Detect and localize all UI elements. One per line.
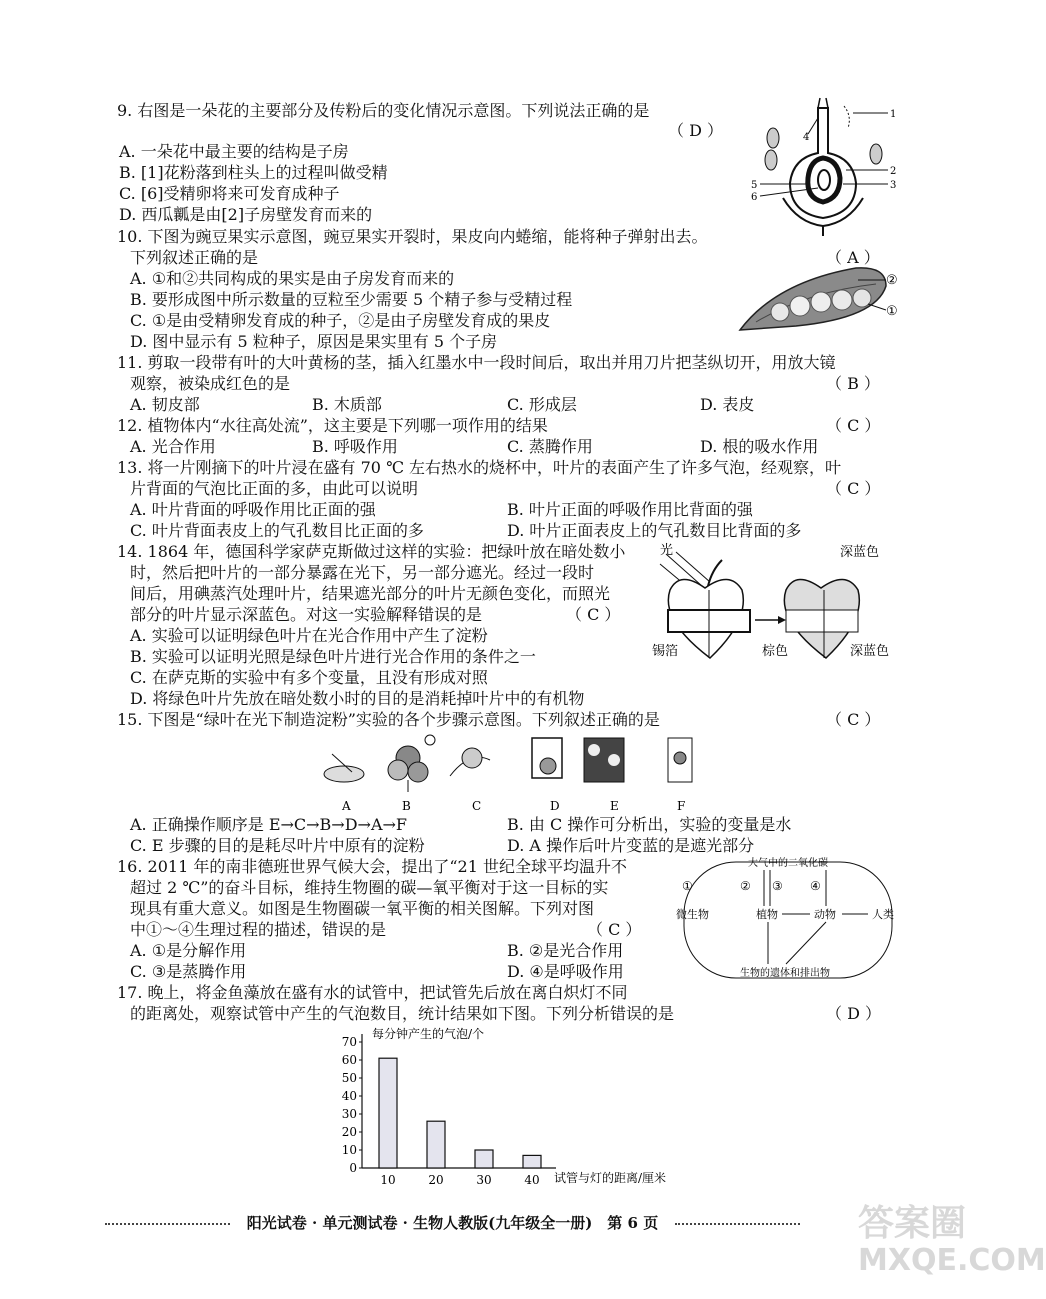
q16-option-b: B. ②是光合作用 [507,941,624,960]
process-2-label: ② [740,879,751,893]
pea-pod-diagram [736,262,900,334]
node-plants: 植物 [756,908,778,921]
q13-option-b: B. 叶片正面的呼吸作用比背面的强 [507,500,753,519]
chart-x-tick-label: 10 [380,1173,396,1187]
step-label-d: D [550,799,560,813]
pod-label-2: ② [886,273,898,288]
page-footer [105,1212,895,1233]
step-label-c: C [472,799,482,813]
chart-y-tick-label: 10 [341,1143,357,1157]
q16-option-d: D. ④是呼吸作用 [507,962,624,981]
chart-y-tick-label: 30 [341,1107,357,1121]
q15-option-c: C. E 步骤的目的是耗尽叶片中原有的淀粉 [130,836,425,855]
q15-option-d: D. A 操作后叶片变蓝的是遮光部分 [507,836,755,855]
q14-option-c: C. 在萨克斯的实验中有多个变量，且没有形成对照 [130,668,488,687]
q9-option-a: A. 一朵花中最主要的结构是子房 [119,142,349,161]
label-brown: 棕色 [762,644,789,659]
q15-option-b: B. 由 C 操作可分析出，实验的变量是水 [507,815,792,834]
carbon-oxygen-cycle-diagram [676,852,900,986]
q14-option-d: D. 将绿色叶片先放在暗处数小时的目的是消耗掉叶片中的有机物 [130,689,585,708]
node-humans: 人类 [872,908,894,921]
label-dark-blue-top: 深蓝色 [840,545,880,560]
chart-bar-30 [475,1150,493,1168]
q14-stem-line-1: 14. 1864 年，德国科学家萨克斯做过这样的实验：把绿叶放在暗处数小 [117,542,626,561]
node-animals: 动物 [814,908,836,921]
q9-option-c: C. [6]受精卵将来可发育成种子 [119,184,340,203]
q14-stem-line-4: 部分的叶片显示深蓝色。对这一实验解释错误的是 [130,605,483,624]
flower-label-3: 3 [890,180,897,191]
q11-option-b: B. 木质部 [312,395,382,414]
q10-stem: 10. 下图为豌豆果实示意图，豌豆果实开裂时，果皮向内蜷缩，能将种子弹射出去。 [117,227,708,246]
q10-option-c: C. ①是由受精卵发育成的种子，②是由子房壁发育成的果皮 [130,311,551,330]
chart-x-tick-label: 30 [476,1173,492,1187]
q16-stem-line-1: 16. 2011 年的南非德班世界气候大会，提出了“21 世纪全球平均温升不 [117,857,627,876]
q12-option-a: A. 光合作用 [130,437,216,456]
q9-option-d: D. 西瓜瓤是由[2]子房壁发育而来的 [119,205,373,224]
q11-stem: 11. 剪取一段带有叶的大叶黄杨的茎，插入红墨水中一段时间后，取出并用刀片把茎纵切开，用放大镜 [117,353,836,372]
footer-text: 阳光试卷 · 单元测试卷 · 生物人教版(九年级全一册) 第 6 页 [246,1214,659,1232]
chart-bar-40 [523,1155,541,1168]
q14-stem-line-2: 时，然后把叶片的一部分暴露在光下，另一部分遮光。经过一段时 [130,563,595,582]
flower-label-4: 4 [803,132,810,143]
chart-y-tick-label: 50 [341,1071,357,1085]
chart-y-tick-label: 60 [341,1053,357,1067]
q11-answer: （ B ） [826,374,880,393]
q17-stem: 17. 晚上，将金鱼藻放在盛有水的试管中，把试管先后放在离白炽灯不同 [117,983,628,1002]
step-label-e: E [610,799,619,813]
q15-stem: 15. 下图是“绿叶在光下制造淀粉”实验的各个步骤示意图。下列叙述正确的是 [117,710,660,729]
chart-bar-10 [379,1058,397,1168]
process-4-label: ④ [810,879,821,893]
chart-x-axis-label: 试管与灯的距离/厘米 [554,1171,667,1185]
flower-label-6: 6 [751,192,758,203]
step-label-f: F [677,799,686,813]
q16-stem-line-2: 超过 2 ℃”的奋斗目标，维持生物圈的碳—氧平衡对于这一目标的实 [130,878,609,897]
q13-option-d: D. 叶片正面表皮上的气孔数目比背面的多 [507,521,802,540]
q16-option-c: C. ③是蒸腾作用 [130,962,247,981]
q10-option-d: D. 图中显示有 5 粒种子，原因是果实里有 5 个子房 [130,332,498,351]
label-tin-foil: 锡箔 [652,644,679,659]
q13-option-c: C. 叶片背面表皮上的气孔数目比正面的多 [130,521,424,540]
chart-bar-20 [427,1121,445,1168]
q10-answer: （ A ） [826,248,880,267]
q13-stem: 13. 将一片刚摘下的叶片浸在盛有 70 ℃ 左右热水的烧杯中，叶片的表面产生了许多气泡，经观察，叶 [117,458,842,477]
pod-label-1: ① [886,304,898,319]
leaf-experiment-diagram [650,540,900,670]
q17-answer: （ D ） [826,1004,882,1023]
q16-answer: （ C ） [587,920,642,939]
q11-option-c: C. 形成层 [507,395,577,414]
chart-x-tick-label: 20 [428,1173,444,1187]
chart-y-tick-label: 0 [349,1161,357,1175]
label-light: 光 [660,543,674,558]
step-label-a: A [342,799,351,813]
q13-option-a: A. 叶片背面的呼吸作用比正面的强 [130,500,376,519]
q12-option-d: D. 根的吸水作用 [700,437,819,456]
q10-option-a: A. ①和②共同构成的果实是由子房发育而来的 [130,269,455,288]
q14-option-a: A. 实验可以证明绿色叶片在光合作用中产生了淀粉 [130,626,488,645]
q16-option-a: A. ①是分解作用 [130,941,247,960]
chart-y-tick-label: 40 [341,1089,357,1103]
q12-answer: （ C ） [826,416,881,435]
process-3-label: ③ [772,879,783,893]
q12-option-b: B. 呼吸作用 [312,437,398,456]
q14-option-b: B. 实验可以证明光照是绿色叶片进行光合作用的条件之一 [130,647,536,666]
watermark: 答案圈 MXQE.COM [858,1203,1046,1278]
footer-dots-left [105,1223,230,1225]
q9-answer: （ D ） [668,121,724,140]
starch-experiment-steps [322,730,707,814]
q9-stem: 9. 右图是一朵花的主要部分及传粉后的变化情况示意图。下列说法正确的是 [117,101,650,120]
q14-stem-line-3: 间后，用碘蒸汽处理叶片，结果遮光部分的叶片无颜色变化，而照光 [130,584,611,603]
chart-y-tick-label: 70 [341,1035,357,1049]
process-1-label: ① [682,879,693,893]
node-atmosphere-co2: 大气中的二氧化碳 [748,858,828,869]
q12-option-c: C. 蒸腾作用 [507,437,593,456]
q11-option-a: A. 韧皮部 [130,395,200,414]
q16-stem-line-3: 现具有重大意义。如图是生物圈碳一氧平衡的相关图解。下列对图 [130,899,595,918]
label-dark-blue-bottom: 深蓝色 [850,644,890,659]
q15-answer: （ C ） [826,710,881,729]
q11-option-d: D. 表皮 [700,395,755,414]
node-remains: 生物的遗体和排出物 [740,968,830,979]
node-microbes: 微生物 [676,908,709,921]
q16-stem-line-4: 中①～④生理过程的描述，错误的是 [130,920,387,939]
q10-stem-2: 下列叙述正确的是 [130,248,259,267]
q12-stem: 12. 植物体内“水往高处流”，这主要是下列哪一项作用的结果 [117,416,548,435]
q15-option-a: A. 正确操作顺序是 E→C→B→D→A→F [130,815,408,834]
q17-stem-2: 的距离处，观察试管中产生的气泡数目，统计结果如下图。下列分析错误的是 [130,1004,675,1023]
chart-y-axis-label: 每分钟产生的气泡/个 [372,1027,485,1041]
chart-x-tick-label: 40 [524,1173,540,1187]
footer-dots-right [675,1223,800,1225]
q9-option-b: B. [1]花粉落到柱头上的过程叫做受精 [119,163,388,182]
flower-diagram [748,98,898,238]
q11-stem-2: 观察，被染成红色的是 [130,374,291,393]
chart-y-tick-label: 20 [341,1125,357,1139]
flower-label-2: 2 [890,166,897,177]
step-label-b: B [402,799,411,813]
flower-label-1: 1 [890,109,897,120]
q14-answer: （ C ） [566,605,621,624]
q13-stem-2: 片背面的气泡比正面的多，由此可以说明 [130,479,419,498]
q10-option-b: B. 要形成图中所示数量的豆粒至少需要 5 个精子参与受精过程 [130,290,573,309]
bubble-count-bar-chart [330,1024,700,1192]
q13-answer: （ C ） [826,479,881,498]
flower-label-5: 5 [751,180,758,191]
